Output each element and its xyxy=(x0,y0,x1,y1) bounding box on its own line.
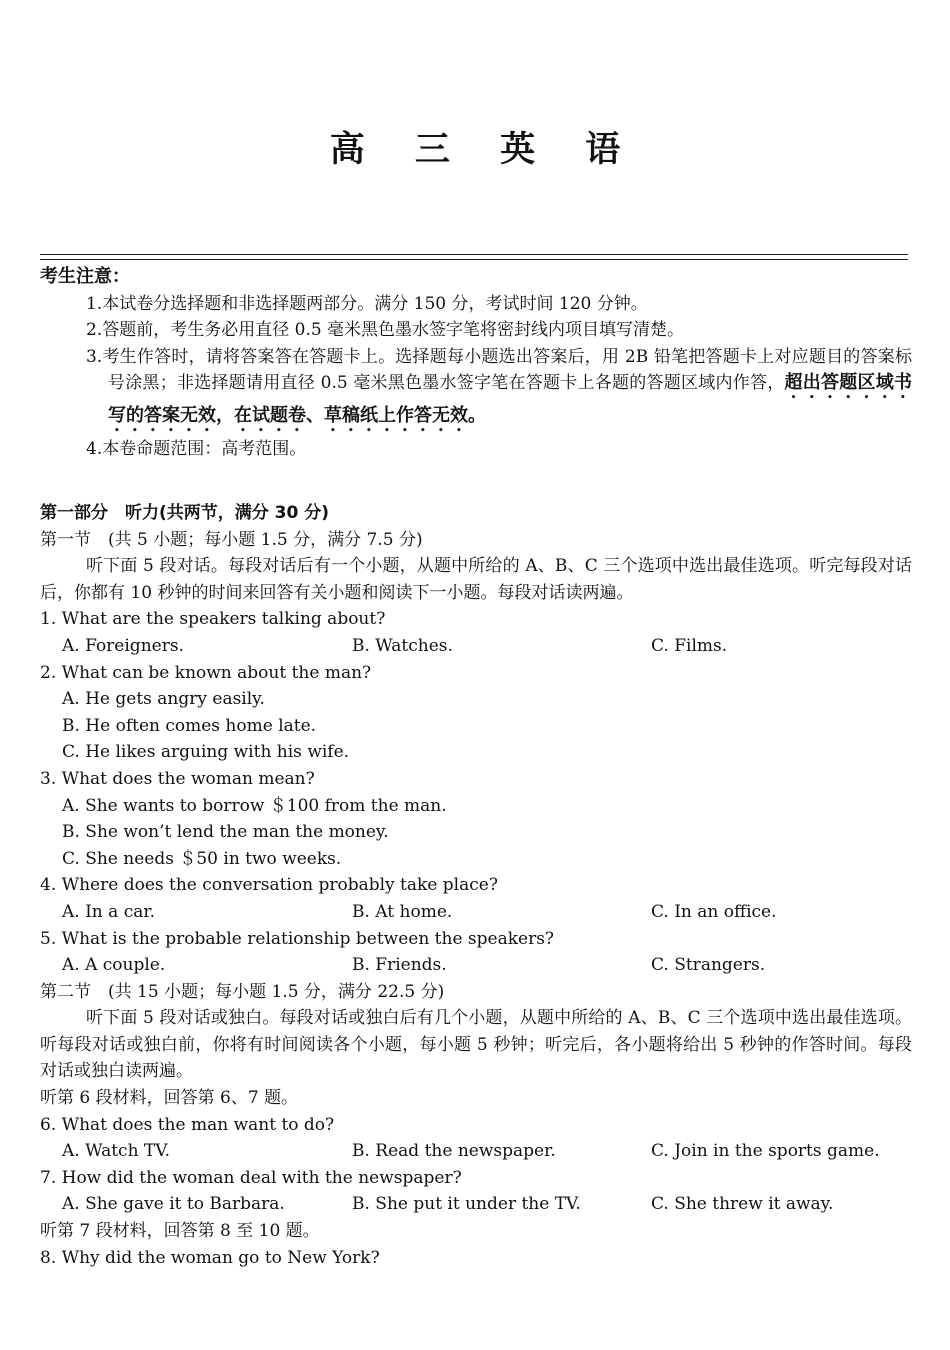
q6-option-c: C. Join in the sports game. xyxy=(651,1141,880,1162)
q4-option-b: B. At home. xyxy=(352,901,453,922)
material-6-label: 听第 6 段材料，回答第 6、7 题。 xyxy=(40,1088,299,1109)
header-rule-bottom xyxy=(40,259,908,260)
exam-title: 高 三 英 语 xyxy=(329,130,640,170)
q2-option-b: B. He often comes home late. xyxy=(62,715,317,736)
question-7-stem: 7. How did the woman deal with the newspaper? xyxy=(40,1167,462,1188)
question-5-options xyxy=(40,952,912,979)
part1-listening xyxy=(40,500,912,1271)
question-2-stem: 2. What can be known about the man? xyxy=(40,662,372,683)
q3-option-a: A. She wants to borrow ＄100 from the man. xyxy=(62,795,447,816)
notice-item-1: 1.本试卷分选择题和非选择题两部分。满分 150 分，考试时间 120 分钟。 xyxy=(86,293,648,314)
question-1-stem: 1. What are the speakers talking about? xyxy=(40,609,386,630)
q7-option-b: B. She put it under the TV. xyxy=(352,1194,581,1215)
q7-option-c: C. She threw it away. xyxy=(651,1194,834,1215)
section2-instructions: 听下面 5 段对话或独白。每段对话或独白后有几个小题，从题中所给的 A、B、C 三个选项中选出最佳选项。听每段对话或独白前，你将有时间阅读各个小题，每小题 5 秒钟；听完后，各小题将给出 5 秒钟的作答时间。每段对话或独白读两遍。 xyxy=(40,1008,912,1082)
part1-title: 第一部分 听力(共两节，满分 30 分) xyxy=(40,503,330,523)
header-rule-top xyxy=(40,254,908,255)
question-4-options xyxy=(40,899,912,926)
q3-option-c: C. She needs ＄50 in two weeks. xyxy=(62,848,342,869)
question-8-stem: 8. Why did the woman go to New York? xyxy=(40,1247,380,1268)
q5-option-b: B. Friends. xyxy=(352,955,447,976)
question-6-stem: 6. What does the man want to do? xyxy=(40,1114,335,1135)
q6-option-b: B. Read the newspaper. xyxy=(352,1141,556,1162)
notice-item-3-text: 3.考生作答时，请将答案答在答题卡上。选择题每小题选出答案后，用 2B 铅笔把答题卡上对应题目的答案标号涂黑；非选择题请用直径 0.5 毫米黑色墨水签字笔在答题卡上各题的答题区域内作答， xyxy=(86,346,912,393)
section2-heading: 第二节 (共 15 小题；每小题 1.5 分，满分 22.5 分) xyxy=(40,981,445,1002)
q2-option-c: C. He likes arguing with his wife. xyxy=(62,742,350,763)
section1-heading: 第一节 (共 5 小题；每小题 1.5 分，满分 7.5 分) xyxy=(40,529,423,550)
q5-option-a: A. A couple. xyxy=(62,955,166,976)
q4-option-a: A. In a car. xyxy=(62,901,156,922)
q5-option-c: C. Strangers. xyxy=(651,955,766,976)
q6-option-a: A. Watch TV. xyxy=(62,1141,170,1162)
q3-option-b: B. She won’t lend the man the money. xyxy=(62,822,389,843)
notice-item-2: 2.答题前，考生务必用直径 0.5 毫米黑色墨水签字笔将密封线内项目填写清楚。 xyxy=(86,320,685,340)
notice-item-3 xyxy=(40,344,912,437)
notice-heading: 考生注意： xyxy=(40,266,130,287)
question-4-stem: 4. Where does the conversation probably take place? xyxy=(40,875,498,896)
q1-option-c: C. Films. xyxy=(651,635,728,656)
q2-option-a: A. He gets angry easily. xyxy=(62,689,265,710)
material-7-label: 听第 7 段材料，回答第 8 至 10 题。 xyxy=(40,1221,320,1242)
question-5-stem: 5. What is the probable relationship between the speakers? xyxy=(40,928,555,949)
question-3-stem: 3. What does the woman mean? xyxy=(40,768,315,789)
notice-item-4: 4.本卷命题范围：高考范围。 xyxy=(86,439,307,459)
q1-option-b: B. Watches. xyxy=(352,635,453,656)
candidate-notice xyxy=(40,264,912,463)
question-7-options xyxy=(40,1191,912,1218)
q4-option-c: C. In an office. xyxy=(651,901,777,922)
q7-option-a: A. She gave it to Barbara. xyxy=(62,1194,285,1215)
notice-emphasis: 超出答题区域书写的答案无效，在试题卷、草稿纸上作答无效。 xyxy=(108,372,913,426)
question-6-options xyxy=(40,1138,912,1165)
q1-option-a: A. Foreigners. xyxy=(62,635,184,656)
section1-instructions: 听下面 5 段对话。每段对话后有一个小题，从题中所给的 A、B、C 三个选项中选出最佳选项。听完每段对话后，你都有 10 秒钟的时间来回答有关小题和阅读下一小题。每段对话读两遍。 xyxy=(40,556,912,603)
question-1-options xyxy=(40,633,912,660)
